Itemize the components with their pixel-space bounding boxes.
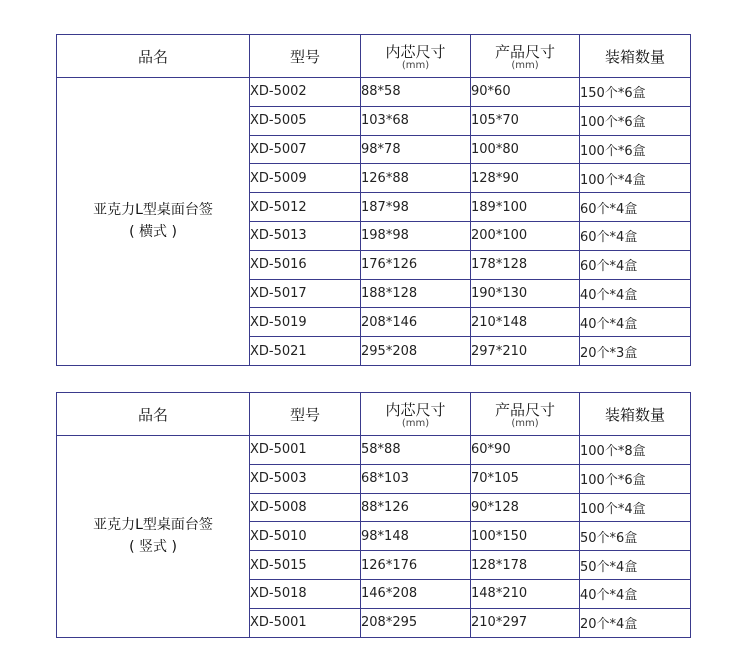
header-model: 型号: [250, 393, 361, 436]
inner-size-cell: 176*126: [361, 250, 471, 279]
packing-cell: 100个*6盒: [580, 106, 691, 135]
packing-cell: 40个*4盒: [580, 579, 691, 608]
model-cell: XD-5001: [250, 436, 361, 465]
header-model: 型号: [250, 35, 361, 78]
product-name-cell: [57, 78, 250, 366]
product-size-cell: 148*210: [471, 579, 580, 608]
header-packing: 装箱数量: [580, 393, 691, 436]
packing-cell: 60个*4盒: [580, 193, 691, 222]
product-size-cell: 189*100: [471, 193, 580, 222]
model-cell: XD-5016: [250, 250, 361, 279]
packing-cell: 40个*4盒: [580, 279, 691, 308]
inner-size-cell: 88*58: [361, 78, 471, 107]
header-product-size: 产品尺寸 (mm): [471, 35, 580, 78]
inner-size-cell: 98*148: [361, 522, 471, 551]
packing-cell: 50个*4盒: [580, 551, 691, 580]
header-inner-size: 内芯尺寸 (mm): [361, 35, 471, 78]
product-orientation: ( 横式 ): [129, 224, 177, 241]
inner-size-cell: 126*88: [361, 164, 471, 193]
inner-size-cell: 58*88: [361, 436, 471, 465]
packing-cell: 100个*6盒: [580, 135, 691, 164]
packing-cell: 50个*6盒: [580, 522, 691, 551]
product-size-cell: 60*90: [471, 436, 580, 465]
product-size-cell: 100*80: [471, 135, 580, 164]
product-size-cell: 90*128: [471, 493, 580, 522]
product-size-cell: 105*70: [471, 106, 580, 135]
product-size-cell: 200*100: [471, 221, 580, 250]
product-size-cell: 128*178: [471, 551, 580, 580]
product-size-cell: 90*60: [471, 78, 580, 107]
product-size-cell: 190*130: [471, 279, 580, 308]
header-inner-size: 内芯尺寸 (mm): [361, 393, 471, 436]
model-cell: XD-5005: [250, 106, 361, 135]
inner-size-cell: 88*126: [361, 493, 471, 522]
inner-size-cell: 98*78: [361, 135, 471, 164]
product-size-cell: 210*148: [471, 308, 580, 337]
product-size-cell: 128*90: [471, 164, 580, 193]
model-cell: XD-5019: [250, 308, 361, 337]
product-size-cell: 70*105: [471, 464, 580, 493]
product-name: 亚克力L型桌面台签: [93, 517, 213, 534]
packing-cell: 60个*4盒: [580, 221, 691, 250]
product-size-cell: 210*297: [471, 608, 580, 637]
inner-size-cell: 198*98: [361, 221, 471, 250]
inner-size-cell: 208*146: [361, 308, 471, 337]
inner-size-cell: 126*176: [361, 551, 471, 580]
model-cell: XD-5010: [250, 522, 361, 551]
table-header-row: [57, 393, 691, 436]
packing-cell: 20个*4盒: [580, 608, 691, 637]
model-cell: XD-5017: [250, 279, 361, 308]
table-row: [57, 436, 691, 465]
model-cell: XD-5018: [250, 579, 361, 608]
product-size-cell: 178*128: [471, 250, 580, 279]
model-cell: XD-5013: [250, 221, 361, 250]
product-name-cell: [57, 436, 250, 638]
packing-cell: 150个*6盒: [580, 78, 691, 107]
header-name: 品名: [57, 393, 250, 436]
packing-cell: 20个*3盒: [580, 337, 691, 366]
packing-cell: 40个*4盒: [580, 308, 691, 337]
header-packing: 装箱数量: [580, 35, 691, 78]
model-cell: XD-5008: [250, 493, 361, 522]
model-cell: XD-5001: [250, 608, 361, 637]
inner-size-cell: 103*68: [361, 106, 471, 135]
product-name: 亚克力L型桌面台签: [93, 202, 213, 219]
inner-size-cell: 187*98: [361, 193, 471, 222]
header-product-size: 产品尺寸 (mm): [471, 393, 580, 436]
spec-table-vertical: [56, 392, 691, 638]
product-size-cell: 100*150: [471, 522, 580, 551]
inner-size-cell: 208*295: [361, 608, 471, 637]
model-cell: XD-5009: [250, 164, 361, 193]
packing-cell: 100个*4盒: [580, 493, 691, 522]
model-cell: XD-5021: [250, 337, 361, 366]
inner-size-cell: 146*208: [361, 579, 471, 608]
model-cell: XD-5012: [250, 193, 361, 222]
packing-cell: 60个*4盒: [580, 250, 691, 279]
product-orientation: ( 竖式 ): [129, 539, 177, 556]
inner-size-cell: 295*208: [361, 337, 471, 366]
model-cell: XD-5002: [250, 78, 361, 107]
product-size-cell: 297*210: [471, 337, 580, 366]
table-header-row: [57, 35, 691, 78]
inner-size-cell: 188*128: [361, 279, 471, 308]
packing-cell: 100个*6盒: [580, 464, 691, 493]
header-name: 品名: [57, 35, 250, 78]
table-row: [57, 78, 691, 107]
model-cell: XD-5007: [250, 135, 361, 164]
spec-table-horizontal: [56, 34, 691, 366]
packing-cell: 100个*4盒: [580, 164, 691, 193]
packing-cell: 100个*8盒: [580, 436, 691, 465]
model-cell: XD-5015: [250, 551, 361, 580]
model-cell: XD-5003: [250, 464, 361, 493]
inner-size-cell: 68*103: [361, 464, 471, 493]
